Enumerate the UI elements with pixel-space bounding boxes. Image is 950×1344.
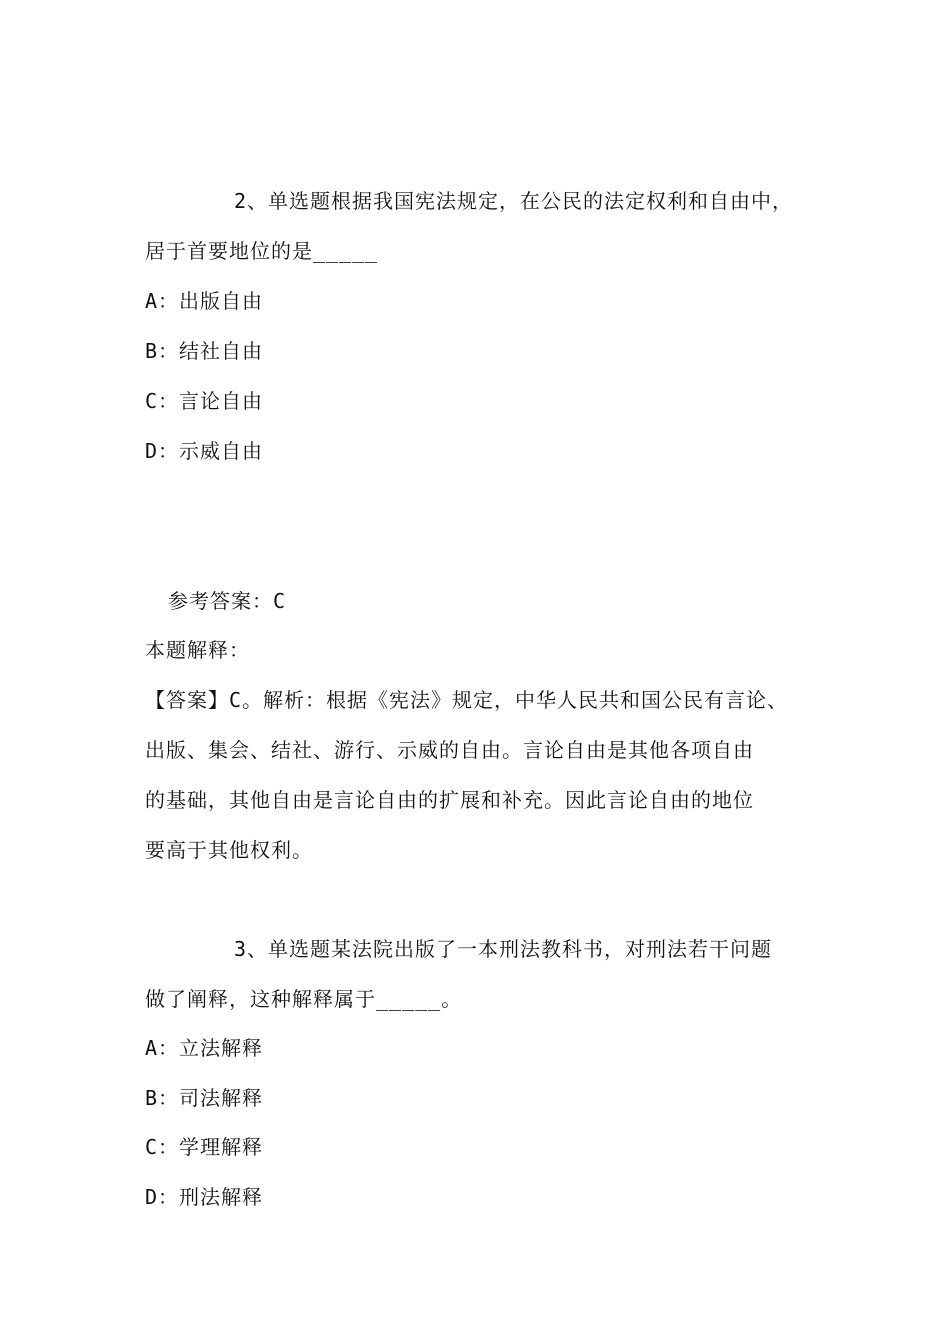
question-2-text-line-1: 2、单选题根据我国宪法规定，在公民的法定权利和自由中， — [234, 189, 794, 213]
question-3-option-a: A：立法解释 — [145, 1036, 264, 1060]
question-3-text-line-1: 3、单选题某法院出版了一本刑法教科书，对刑法若干问题 — [234, 937, 773, 961]
question-2-explanation-line-1: 【答案】C。解析：根据《宪法》规定，中华人民共和国公民有言论、 — [145, 688, 789, 712]
question-3-option-b: B：司法解释 — [145, 1086, 264, 1110]
question-2-option-d: D：示威自由 — [145, 439, 264, 463]
question-2-answer: 参考答案：C — [168, 589, 287, 613]
question-3-option-c: C：学理解释 — [145, 1135, 264, 1159]
question-2-explanation-line-3: 的基础，其他自由是言论自由的扩展和补充。因此言论自由的地位 — [145, 788, 754, 812]
question-3-text-line-2: 做了阐释，这种解释属于_____。 — [145, 987, 463, 1011]
question-2-explanation-line-2: 出版、集会、结社、游行、示威的自由。言论自由是其他各项自由 — [145, 738, 754, 762]
question-2-option-b: B：结社自由 — [145, 339, 264, 363]
question-2-explanation-line-4: 要高于其他权利。 — [145, 838, 313, 862]
question-2-option-c: C：言论自由 — [145, 389, 264, 413]
question-2-text-line-2: 居于首要地位的是_____ — [145, 239, 379, 263]
question-3-option-d: D：刑法解释 — [145, 1185, 264, 1209]
question-2-option-a: A：出版自由 — [145, 289, 264, 313]
question-2-explanation-label: 本题解释： — [145, 638, 250, 662]
